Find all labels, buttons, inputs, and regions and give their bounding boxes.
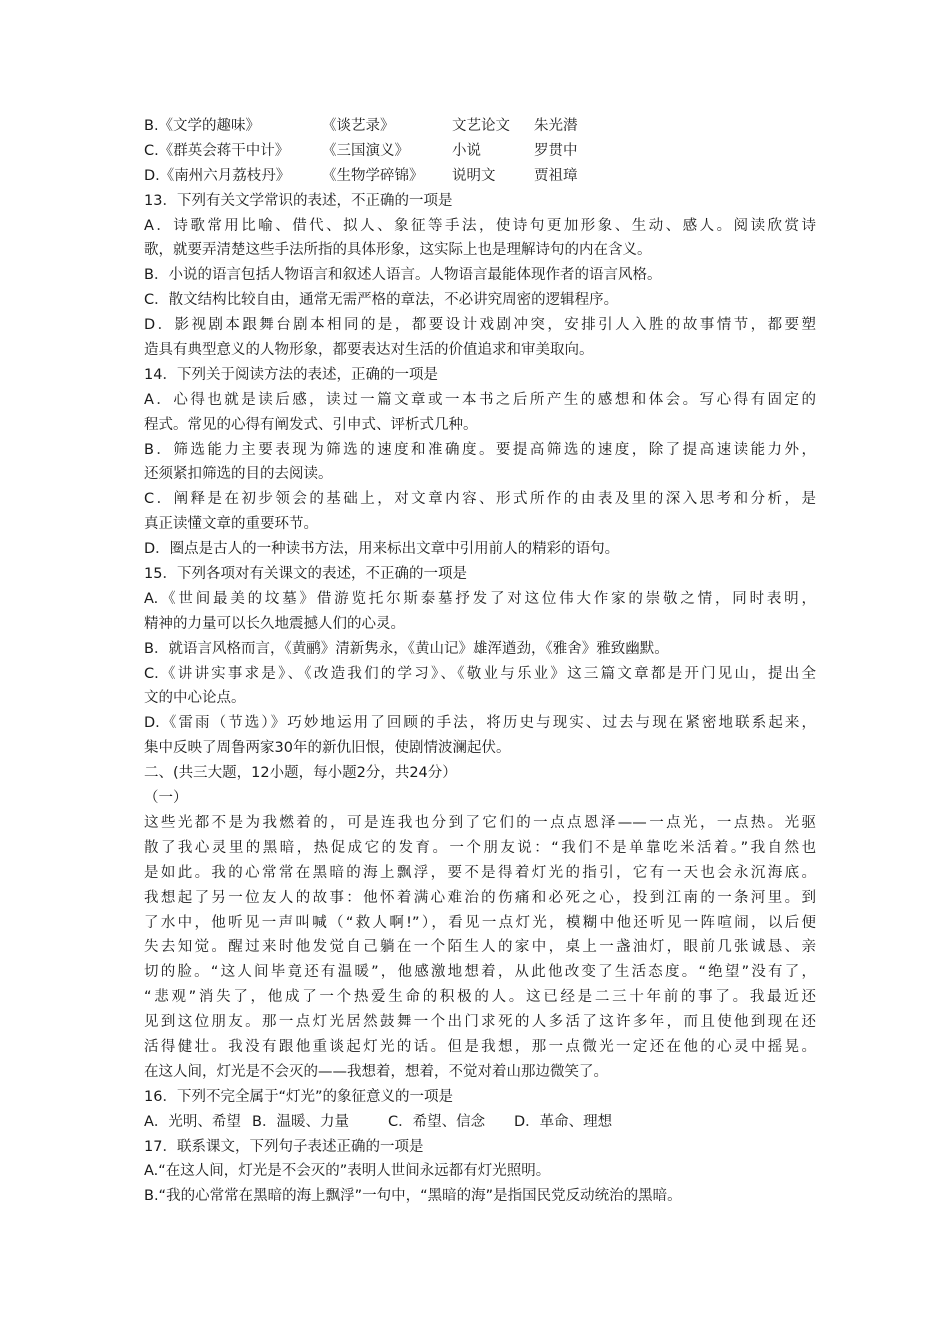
option-row-b (144, 114, 816, 139)
passage-line: 散了我心灵里的黑暗，热促成它的发育。一个朋友说：“我们不是单靠吃米活着。”我自然也 (144, 839, 816, 856)
question-14-option-d: D．圈点是古人的一种读书方法，用来标出文章中引用前人的精彩的语句。 (144, 541, 620, 558)
passage-line: 失去知觉。醒过来时他发觉自己躺在一个陌生人的家中，桌上一盏油灯，眼前几张诚恳、亲 (144, 939, 816, 956)
question-15-option-a-cont: 精神的力量可以长久地震撼人们的心灵。 (144, 615, 405, 632)
author: 贾祖璋 (534, 167, 578, 184)
option-row-c (144, 139, 816, 164)
question-16-stem: 16．下列不完全属于“灯光”的象征意义的一项是 (144, 1088, 453, 1105)
genre: 文艺论文 (452, 118, 510, 134)
question-17-stem: 17．联系课文，下列句子表述正确的一项是 (144, 1138, 424, 1155)
question-17-option-a: A.“在这人间，灯光是不会灭的”表明人世间永远都有灯光照明。 (144, 1163, 551, 1180)
question-14-option-b-cont: 还须紧扣筛选的目的去阅读。 (144, 466, 333, 483)
question-17-option-b: B.“我的心常常在黑暗的海上飘浮”一句中，“黑暗的海”是指国民党反动统治的黑暗。 (144, 1188, 682, 1205)
passage-line: “悲观”消失了，他成了一个热爱生命的积极的人。这已经是二三十年前的事了。我最近还 (144, 989, 816, 1006)
source-book: 《生物学碎锦》 (322, 167, 424, 184)
question-15-option-c: C.《讲讲实事求是》、《改造我们的学习》、《敬业与乐业》这三篇文章都是开门见山，提出全 (144, 665, 816, 682)
section-heading: 二、(共三大题，12小题，每小题2分，共24分） (144, 765, 457, 782)
question-13-option-a-cont: 歌，就要弄清楚这些手法所指的具体形象，这实际上也是理解诗句的内在含义。 (144, 242, 652, 259)
question-14-option-b: B．筛选能力主要表现为筛选的速度和准确度。要提高筛选的速度，除了提高速读能力外， (144, 441, 816, 458)
passage-line: 是如此。我的心常常在黑暗的海上飘浮，要不是得着灯光的指引，它有一天也会永沉海底。 (144, 864, 816, 881)
question-13-option-c: C．散文结构比较自由，通常无需严格的章法，不必讲究周密的逻辑程序。 (144, 292, 619, 309)
question-13-option-d: D．影视剧本跟舞台剧本相同的是，都要设计戏剧冲突，安排引人入胜的故事情节，都要塑 (144, 317, 816, 334)
source-book: 《谈艺录》 (322, 118, 395, 134)
passage-line: 切的脸。“这人间毕竟还有温暖”，他感激地想着，从此他改变了生活态度。“绝望”没有了， (144, 964, 816, 981)
subsection-label: （一） (144, 790, 188, 807)
question-15-option-d-cont: 集中反映了周鲁两家30年的新仇旧恨，使剧情波澜起伏。 (144, 740, 511, 757)
question-14-option-c-cont: 真正读懂文章的重要环节。 (144, 516, 318, 533)
question-16-options (144, 1110, 816, 1135)
option-row-d (144, 164, 816, 189)
question-13-stem: 13．下列有关文学常识的表述，不正确的一项是 (144, 192, 453, 209)
question-14-stem: 14．下列关于阅读方法的表述，正确的一项是 (144, 366, 438, 383)
question-16-option-d: D．革命、理想 (514, 1113, 613, 1130)
author: 朱光潜 (534, 118, 578, 134)
passage-line: 这些光都不是为我燃着的，可是连我也分到了它们的一点点恩泽——一点光，一点热。光驱 (144, 814, 816, 831)
passage-line: 见到这位朋友。那一点灯光居然鼓舞一个出门求死的人多活了这许多年，而且使他到现在还 (144, 1014, 816, 1031)
question-15-option-b: B．就语言风格而言，《黄鹂》清新隽永，《黄山记》雄浑遒劲，《雅舍》雅致幽默。 (144, 640, 669, 657)
question-13-option-d-cont: 造具有典型意义的人物形象，都要表达对生活的价值追求和审美取向。 (144, 342, 594, 359)
question-16-option-a: A．光明、希望 (144, 1113, 241, 1130)
question-16-option-c: C．希望、信念 (388, 1113, 486, 1130)
question-15-option-a: A.《世间最美的坟墓》借游览托尔斯泰墓抒发了对这位伟大作家的崇敬之情，同时表明， (144, 590, 816, 607)
question-14-option-a: A．心得也就是读后感，读过一篇文章或一本书之后所产生的感想和体会。写心得有固定的 (144, 391, 816, 408)
genre: 说明文 (452, 167, 496, 184)
question-15-option-d: D.《雷雨（节选）》巧妙地运用了回顾的手法，将历史与现实、过去与现在紧密地联系起来， (144, 715, 816, 732)
exam-page (144, 114, 816, 1209)
question-13-option-a: A．诗歌常用比喻、借代、拟人、象征等手法，使诗句更加形象、生动、感人。阅读欣赏诗 (144, 217, 816, 234)
genre: 小说 (452, 142, 481, 159)
question-13-option-b: B．小说的语言包括人物语言和叙述人语言。人物语言最能体现作者的语言风格。 (144, 267, 662, 284)
question-15-option-c-cont: 文的中心论点。 (144, 690, 246, 707)
work-title: C.《群英会蒋干中计》 (144, 142, 290, 159)
passage-line: 活得健壮。我没有跟他重谈起灯光的话。但是我想，那一点微光一定还在他的心灵中摇晃。 (144, 1038, 816, 1055)
source-book: 《三国演义》 (322, 142, 409, 159)
question-14-option-c: C．阐释是在初步领会的基础上，对文章内容、形式所作的由表及里的深入思考和分析，是 (144, 491, 816, 508)
work-title: B.《文学的趣味》 (144, 118, 261, 134)
passage-line: 了水中，他听见一声叫喊（“救人啊!”），看见一点灯光，模糊中他还听见一阵喧闹，以后便 (144, 914, 816, 931)
question-16-option-b: B．温暖、力量 (252, 1113, 349, 1130)
passage-line: 我想起了另一位友人的故事：他怀着满心难治的伤痛和必死之心，投到江南的一条河里。到 (144, 889, 816, 906)
passage-line: 在这人间，灯光是不会灭的——我想着，想着，不觉对着山那边微笑了。 (144, 1063, 608, 1080)
author: 罗贯中 (534, 142, 578, 159)
question-15-stem: 15．下列各项对有关课文的表述，不正确的一项是 (144, 566, 467, 583)
work-title: D.《南州六月荔枝丹》 (144, 167, 291, 184)
question-14-option-a-cont: 程式。常见的心得有阐发式、引申式、评析式几种。 (144, 416, 478, 433)
